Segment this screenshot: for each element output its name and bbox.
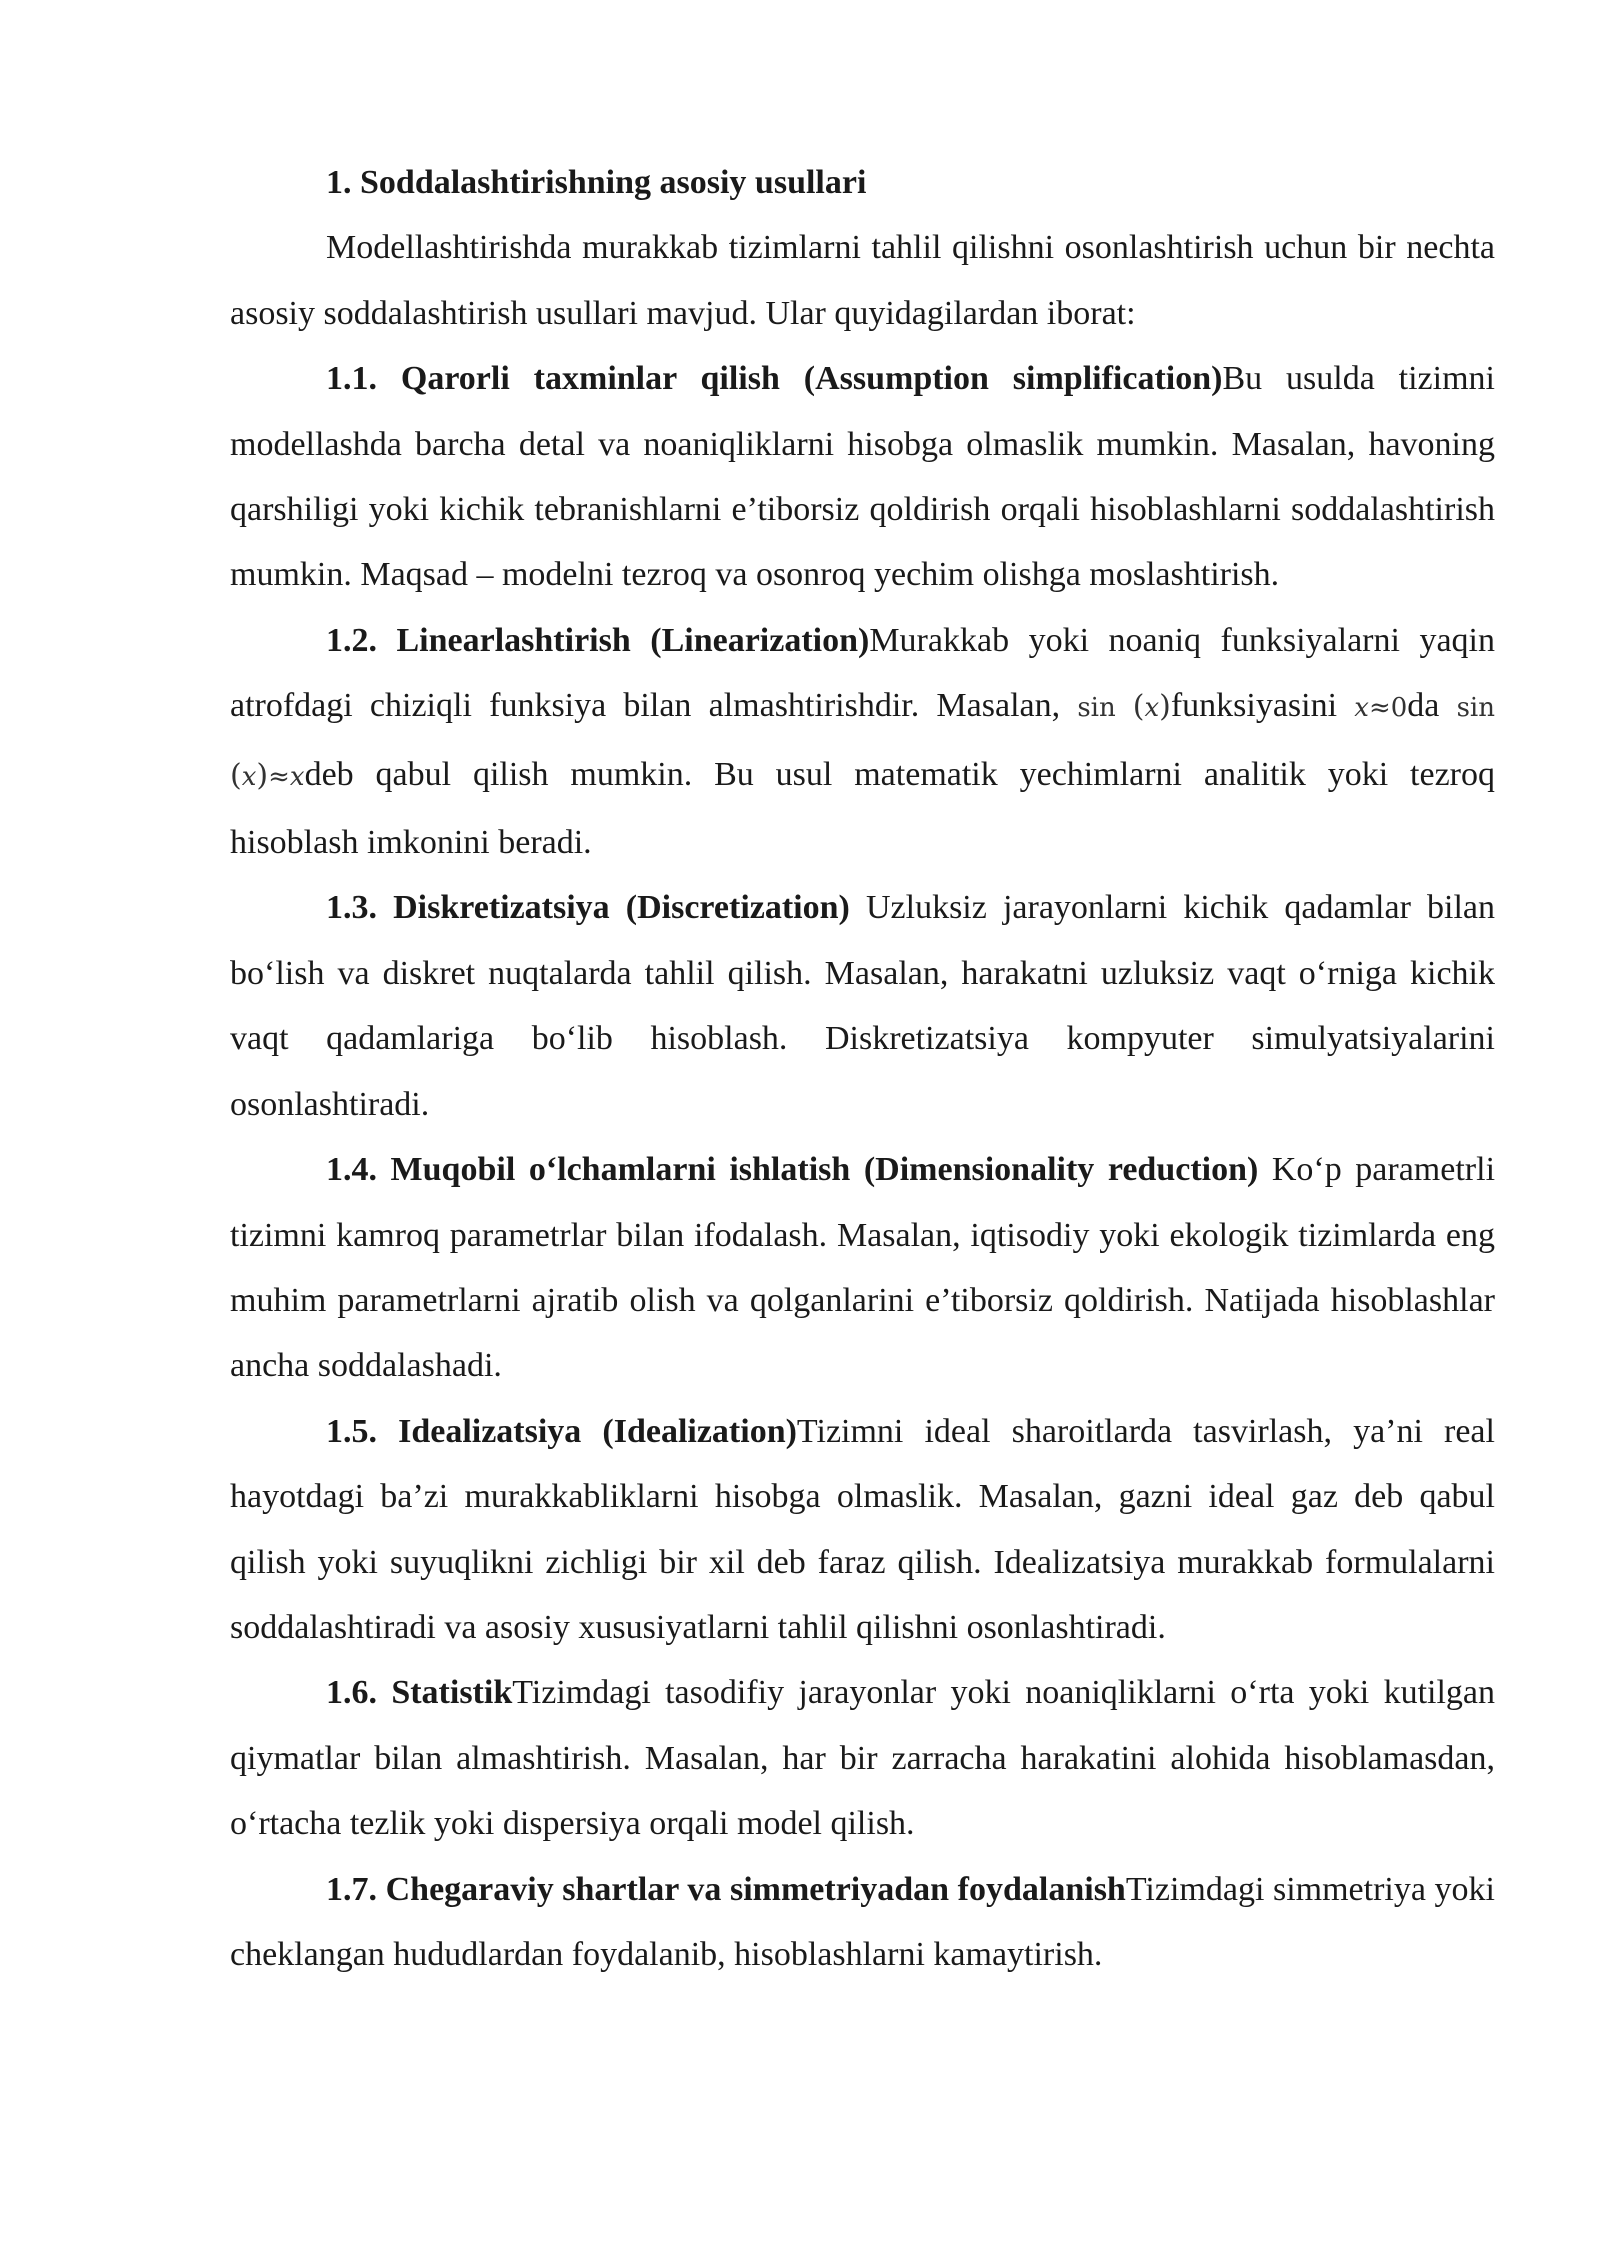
math-rel: ≈ bbox=[268, 761, 290, 792]
item-text: da bbox=[1407, 687, 1457, 725]
intro-paragraph: Modellashtirishda murakkab tizimlarni tahlil qilishni osonlashtirish uchun bir nechta asosiy soddalashtirish usullari mavjud. Ular quyidagilardan iborat: bbox=[230, 229, 1495, 332]
math-rel: ≈ bbox=[1368, 693, 1391, 724]
item-boundary-symmetry bbox=[230, 1857, 1495, 1988]
item-text: Tizimni ideal sharoitlarda tasvirlash, ya’ni real hayotdagi ba’zi murakkabliklarni hisobga olmaslik. Masalan, gazni ideal gaz deb qabul qilish yoki suyuqlikni zichligi bir xil deb faraz qilish. Idealizatsiya murakkab formulalarni soddalashtiradi va asosiy xususiyatlarni tahlil qilishni osonlashtiradi. bbox=[230, 1412, 1495, 1646]
section-title: 1. Soddalashtirishning asosiy usullari bbox=[326, 164, 867, 201]
item-heading: 1.4. Muqobil o‘lchamlarni ishlatish (Dimensionality reduction) bbox=[326, 1151, 1259, 1189]
item-linearization bbox=[230, 608, 1495, 876]
math-fn: sin bbox=[1456, 693, 1495, 724]
item-idealization bbox=[230, 1399, 1495, 1661]
item-text: Tizimdagi simmetriya yoki cheklangan hududlardan foydalanib, hisoblashlarni kamaytirish. bbox=[230, 1870, 1495, 1973]
document-page bbox=[230, 150, 1495, 1987]
math-val: 0 bbox=[1390, 693, 1408, 724]
item-dimensionality-reduction bbox=[230, 1137, 1495, 1399]
item-heading: 1.6. Statistik bbox=[326, 1674, 513, 1712]
item-text: deb qabul qilish mumkin. Bu usul matematik yechimlarni analitik yoki tezroq hisoblash imkonini beradi. bbox=[230, 755, 1495, 862]
item-heading: 1.3. Diskretizatsiya (Discretization) bbox=[326, 889, 850, 927]
math-rhs: x bbox=[289, 761, 305, 792]
item-discretization bbox=[230, 875, 1495, 1137]
item-text: Uzluksiz jarayonlarni kichik qadamlar bilan bo‘lish va diskret nuqtalarda tahlil qilish. Masalan, harakatni uzluksiz vaqt o‘rniga kichik vaqt qadamlariga bo‘lib hisoblash. Diskretizatsiya kompyuter simulyatsiyalarini osonlashtiradi. bbox=[230, 889, 1496, 1123]
math-x-approx-zero bbox=[1354, 693, 1407, 723]
item-text: Murakkab yoki noaniq funksiyalarni yaqin atrofdagi chiziqli funksiya bilan almashtirishdir. Masalan, bbox=[230, 621, 1495, 725]
item-heading: 1.2. Linearlashtirish (Linearization) bbox=[326, 621, 870, 659]
math-arg: x bbox=[241, 761, 257, 792]
math-sin-x-approx-x: sin (x)≈x bbox=[230, 693, 1495, 793]
math-sin-x: sin (x) bbox=[1077, 689, 1171, 725]
math-arg: x bbox=[1144, 693, 1160, 724]
math-var: x bbox=[1354, 693, 1369, 724]
item-assumption-simplification bbox=[230, 346, 1495, 608]
item-text: Bu usulda tizimni modellashda barcha detal va noaniqliklarni hisobga olmaslik mumkin. Masalan, havoning qarshiligi yoki kichik tebranishlarni e’tiborsiz qoldirish orqali hisoblashlarni soddalashtirish mumkin. Maqsad – modelni tezroq va osonroq yechim olishga moslashtirish. bbox=[230, 360, 1495, 594]
item-text: Ko‘p parametrli tizimni kamroq parametrlar bilan ifodalash. Masalan, iqtisodiy yoki ekologik tizimlarda eng muhim parametrlarni ajratib olish va qolganlarini e’tiborsiz qoldirish. Natijada hisoblashlar ancha soddalashadi. bbox=[230, 1151, 1496, 1385]
item-heading: 1.1. Qarorli taxminlar qilish (Assumption simplification) bbox=[326, 360, 1223, 398]
math-fn: sin bbox=[1077, 693, 1116, 724]
item-text: funksiyasini bbox=[1170, 687, 1355, 725]
item-statistical bbox=[230, 1660, 1495, 1856]
item-text: Tizimdagi tasodifiy jarayonlar yoki noaniqliklarni o‘rta yoki kutilgan qiymatlar bilan almashtirish. Masalan, har bir zarracha harakatini alohida hisoblamasdan, o‘rtacha tezlik yoki dispersiya orqali model qilish. bbox=[230, 1674, 1495, 1843]
item-heading: 1.5. Idealizatsiya (Idealization) bbox=[326, 1412, 797, 1450]
item-heading: 1.7. Chegaraviy shartlar va simmetriyadan foydalanish bbox=[326, 1870, 1126, 1908]
